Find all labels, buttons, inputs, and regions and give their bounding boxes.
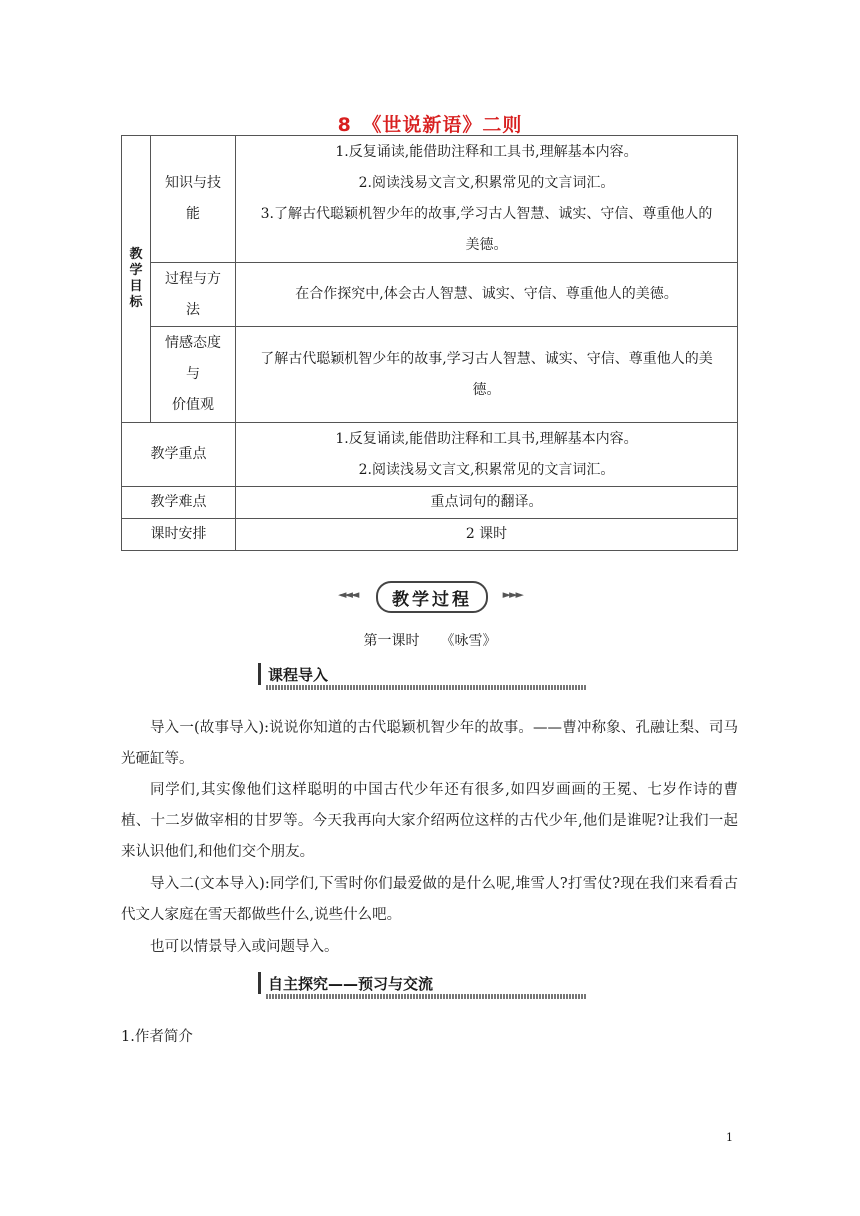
section-label: 自主探究——预习与交流 [268,975,434,993]
process-content: 在合作探究中,体会古人智慧、诚实、守信、尊重他人的美德。 [236,263,738,327]
table-row [122,487,738,519]
list-item: 1.作者简介 [121,1029,193,1045]
heading-underline [266,994,586,999]
paragraph: 导入二(文本导入):同学们,下雪时你们最爱做的是什么呢,堆雪人?打雪仗?现在我们来看看古代文人家庭在雪天都做些什么,说些什么吧。 [121,876,738,923]
difficulty-content: 重点词句的翻译。 [236,487,738,519]
paragraph: 也可以情景导入或问题导入。 [150,939,339,955]
lesson-title: 第一课时 《咏雪》 [363,633,497,649]
table-row [122,519,738,551]
focus-label: 教学重点 [122,423,236,487]
ability-content: 1.反复诵读,能借助注释和工具书,理解基本内容。 2.阅读浅易文言文,积累常见的文言词汇。 3.了解古代聪颖机智少年的故事,学习古人智慧、诚实、守信、尊重他人的 美德。 [236,136,738,263]
goals-group-label: 教 学 目 标 [122,136,151,423]
heading-underline [266,685,586,690]
category-process: 过程与方 法 [151,263,236,327]
focus-content: 1.反复诵读,能借助注释和工具书,理解基本内容。 2.阅读浅易文言文,积累常见的文言词汇。 [236,423,738,487]
paragraph: 导入一(故事导入):说说你知道的古代聪颖机智少年的故事。——曹冲称象、孔融让梨、司马光砸缸等。 [121,720,738,767]
left-arrows-icon: ◄◄◄ [338,588,358,601]
category-ability: 知识与技 能 [151,136,236,263]
difficulty-label: 教学难点 [122,487,236,519]
table-row [122,263,738,327]
teaching-process-banner [330,581,530,611]
banner-label: 教学过程 [392,589,472,610]
category-emotion: 情感态度 与 价值观 [151,327,236,423]
emotion-content: 了解古代聪颖机智少年的故事,学习古人智慧、诚实、守信、尊重他人的美 德。 [236,327,738,423]
heading-bar-icon [258,972,261,994]
table-row [122,327,738,423]
document-title: 8 《世说新语》二则 [337,114,523,136]
table-row [122,423,738,487]
section-heading-self-study [258,970,586,1000]
banner-pill [376,581,488,613]
hours-content: 2 课时 [236,519,738,551]
page-number: 1 [726,1131,733,1144]
teaching-goals-table [121,135,738,551]
paragraph: 同学们,其实像他们这样聪明的中国古代少年还有很多,如四岁画画的王冕、七岁作诗的曹植、十二岁做宰相的甘罗等。今天我再向大家介绍两位这样的古代少年,他们是谁呢?让我们一起来认识他们,和他们交个朋友。 [121,782,738,860]
section-heading-intro [258,661,586,691]
hours-label: 课时安排 [122,519,236,551]
table-row [122,136,738,263]
right-arrows-icon: ►►► [502,588,522,601]
heading-bar-icon [258,663,261,685]
section-label: 课程导入 [268,666,329,684]
